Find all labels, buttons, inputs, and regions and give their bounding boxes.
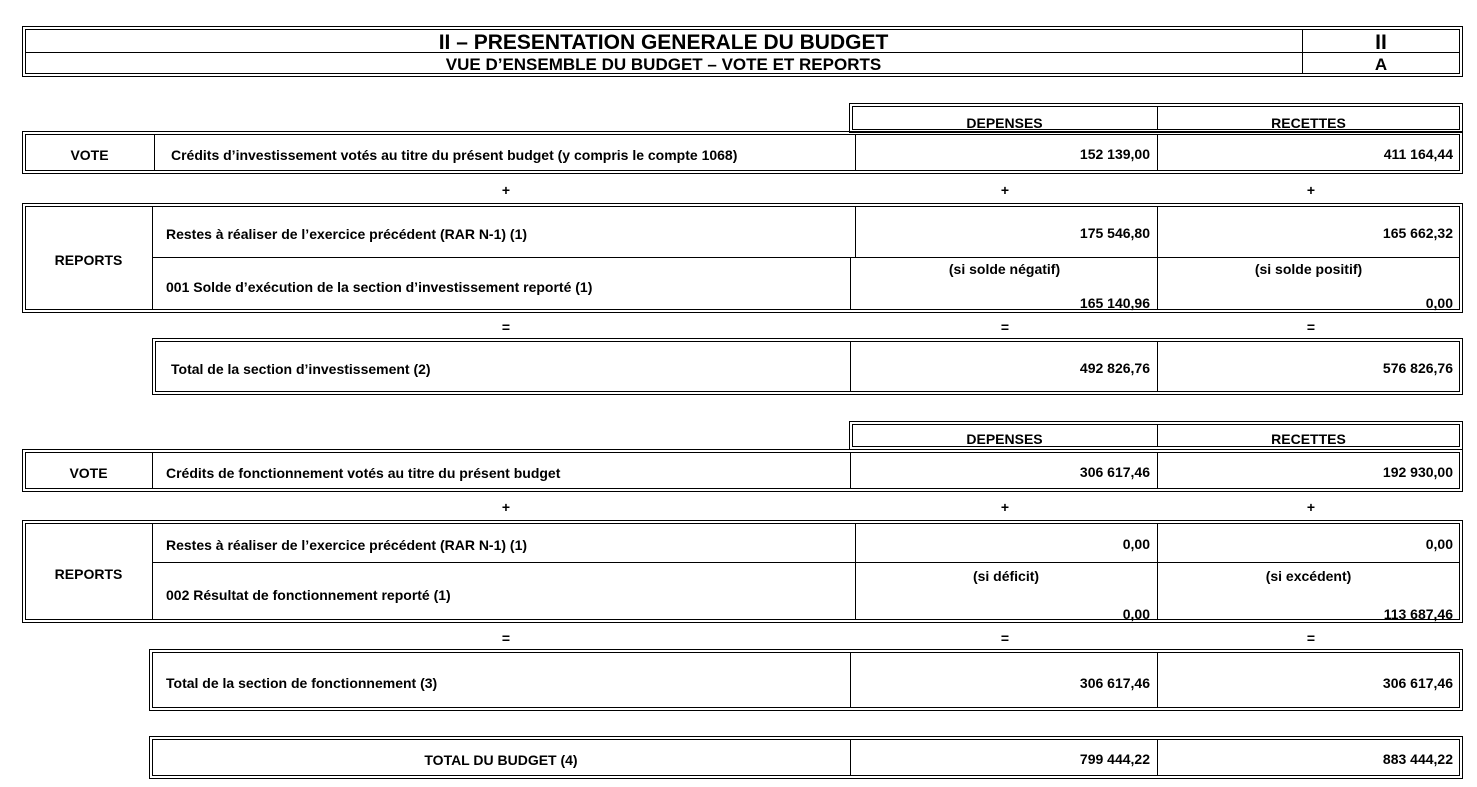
inv-solde-depenses: 165 140,96 xyxy=(1079,295,1150,311)
inv-rar-recettes: 165 662,32 xyxy=(1382,225,1453,241)
fon-resultat-depenses-note: (si déficit) xyxy=(972,568,1040,584)
fon-reports-row-divider xyxy=(152,562,1460,563)
inv-vote-row-label: Crédits d’investissement votés au titre du présent budget (y compris le compte 1068) xyxy=(171,147,738,163)
plus-sign: + xyxy=(1000,182,1010,198)
fon-resultat-label: 002 Résultat de fonctionnement reporté (1) xyxy=(166,587,451,603)
fon-vote-row-label: Crédits de fonctionnement votés au titre du présent budget xyxy=(166,465,561,481)
budget-total-label: TOTAL DU BUDGET (4) xyxy=(424,752,578,768)
plus-sign: + xyxy=(501,182,511,198)
equals-sign: = xyxy=(1306,319,1316,335)
page-code-top: II xyxy=(1375,31,1387,54)
fon-recettes-header: RECETTES xyxy=(1271,431,1346,447)
inv-total-depenses: 492 826,76 xyxy=(1079,360,1150,376)
fon-rar-depenses: 0,00 xyxy=(1122,536,1150,552)
fon-rar-recettes: 0,00 xyxy=(1425,536,1453,552)
plus-sign: + xyxy=(1000,499,1010,515)
fon-vote-divider-1 xyxy=(152,452,153,489)
budget-total-recettes: 883 444,22 xyxy=(1382,751,1453,767)
inv-total-label: Total de la section d’investissement (2) xyxy=(171,361,431,377)
equals-sign: = xyxy=(1000,319,1010,335)
equals-sign: = xyxy=(501,630,511,646)
fon-resultat-recettes: 113 687,46 xyxy=(1383,606,1453,622)
inv-reports-row-divider xyxy=(152,257,1460,258)
inv-reports-label: REPORTS xyxy=(54,252,123,268)
inv-total-recettes: 576 826,76 xyxy=(1382,360,1453,376)
inv-reports-divider-1 xyxy=(152,206,153,310)
fon-resultat-depenses: 0,00 xyxy=(1122,606,1150,622)
inv-depenses-header: DEPENSES xyxy=(966,115,1043,131)
page-title: II – PRESENTATION GENERALE DU BUDGET xyxy=(438,31,889,54)
inv-rar-depenses: 175 546,80 xyxy=(1079,225,1150,241)
equals-sign: = xyxy=(1306,630,1316,646)
fon-vote-recettes: 192 930,00 xyxy=(1382,464,1453,480)
inv-solde-label: 001 Solde d’exécution de la section d’investissement reporté (1) xyxy=(166,279,593,295)
fon-reports-label: REPORTS xyxy=(54,566,123,582)
plus-sign: + xyxy=(1306,499,1316,515)
inv-solde-depenses-note: (si solde négatif) xyxy=(948,261,1061,277)
fon-rar-label: Restes à réaliser de l’exercice précédent (RAR N-1) (1) xyxy=(166,537,528,553)
inv-solde-recettes-note: (si solde positif) xyxy=(1254,261,1363,277)
page-code-bottom: A xyxy=(1374,55,1388,74)
inv-vote-depenses: 152 139,00 xyxy=(1079,146,1150,162)
fon-resultat-recettes-note: (si excédent) xyxy=(1265,568,1352,584)
page-subtitle: VUE D’ENSEMBLE DU BUDGET – VOTE ET REPORTS xyxy=(445,55,882,74)
equals-sign: = xyxy=(1000,630,1010,646)
fon-reports-divider-1 xyxy=(152,523,153,620)
plus-sign: + xyxy=(501,499,511,515)
fon-vote-depenses: 306 617,46 xyxy=(1079,464,1150,480)
inv-vote-recettes: 411 164,44 xyxy=(1383,146,1453,162)
inv-vote-divider-1 xyxy=(154,134,155,171)
budget-total-depenses: 799 444,22 xyxy=(1079,751,1150,767)
fon-total-recettes: 306 617,46 xyxy=(1382,675,1453,691)
equals-sign: = xyxy=(501,319,511,335)
fon-depenses-header: DEPENSES xyxy=(966,431,1043,447)
inv-reports-divider-3 xyxy=(850,257,851,310)
fon-vote-label: VOTE xyxy=(69,465,108,481)
inv-recettes-header: RECETTES xyxy=(1271,115,1346,131)
fon-total-depenses: 306 617,46 xyxy=(1079,675,1150,691)
fon-total-label: Total de la section de fonctionnement (3) xyxy=(166,675,438,691)
inv-rar-label: Restes à réaliser de l’exercice précédent (RAR N-1) (1) xyxy=(166,226,528,242)
inv-solde-recettes: 0,00 xyxy=(1425,295,1453,311)
plus-sign: + xyxy=(1306,182,1316,198)
inv-vote-label: VOTE xyxy=(70,147,109,163)
